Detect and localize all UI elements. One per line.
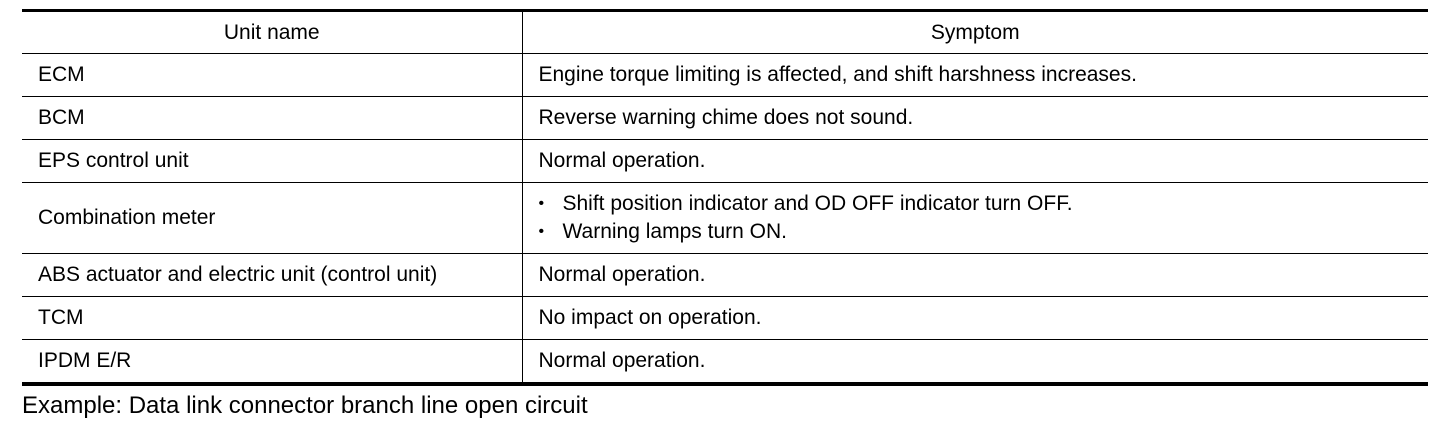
symptom-cell: [522, 183, 1428, 254]
symptom-cell: Normal operation.: [522, 340, 1428, 385]
symptom-cell: Reverse warning chime does not sound.: [522, 97, 1428, 140]
unit-name-cell: ABS actuator and electric unit (control unit): [22, 254, 522, 297]
table-row: [22, 97, 1428, 140]
table-row: [22, 297, 1428, 340]
symptom-bullet-list: [539, 190, 1429, 246]
unit-name-cell: IPDM E/R: [22, 340, 522, 385]
symptom-cell: Normal operation.: [522, 140, 1428, 183]
symptom-bullet-item: • Shift position indicator and OD OFF indicator turn OFF.: [539, 190, 1429, 218]
example-caption: Example: Data link connector branch line open circuit: [22, 392, 588, 419]
header-row: [22, 11, 1428, 54]
symptom-cell: No impact on operation.: [522, 297, 1428, 340]
symptom-cell: Engine torque limiting is affected, and shift harshness increases.: [522, 54, 1428, 97]
header-symptom: Symptom: [522, 11, 1428, 54]
symptom-cell: Normal operation.: [522, 254, 1428, 297]
unit-name-cell: TCM: [22, 297, 522, 340]
table-body: [22, 54, 1428, 385]
symptom-bullet-item: • Warning lamps turn ON.: [539, 218, 1429, 246]
unit-name-cell: EPS control unit: [22, 140, 522, 183]
table-row: [22, 140, 1428, 183]
table-header: [22, 11, 1428, 54]
table-row: [22, 183, 1428, 254]
unit-symptom-table: [22, 9, 1428, 386]
unit-name-cell: Combination meter: [22, 183, 522, 254]
table-row: [22, 254, 1428, 297]
table-row: [22, 54, 1428, 97]
table-row: [22, 340, 1428, 385]
header-unit-name: Unit name: [22, 11, 522, 54]
unit-name-cell: ECM: [22, 54, 522, 97]
unit-name-cell: BCM: [22, 97, 522, 140]
